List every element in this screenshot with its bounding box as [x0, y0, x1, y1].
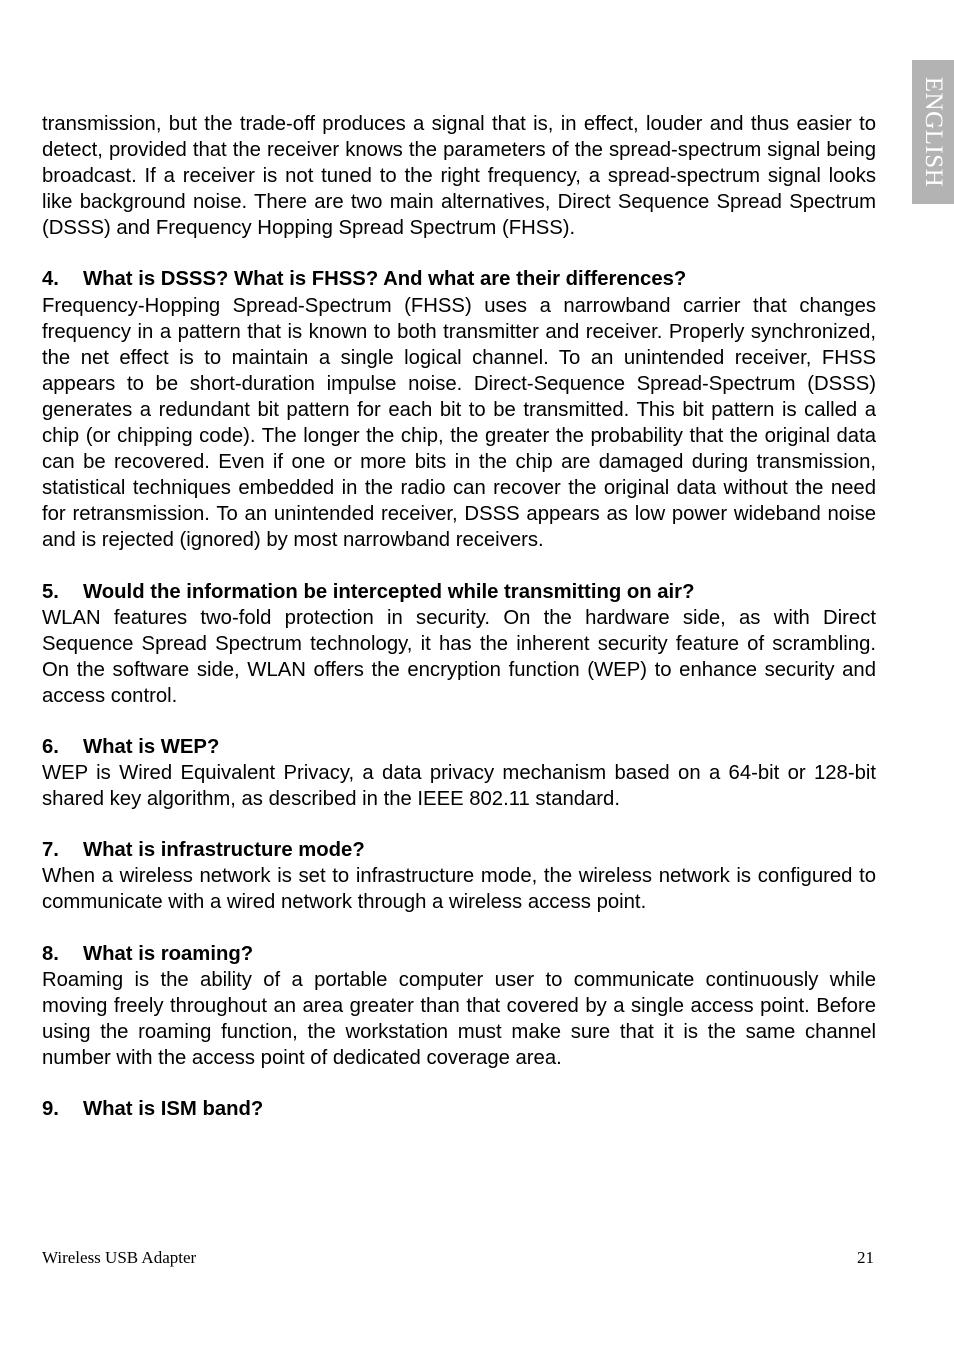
faq-question-text: What is ISM band?	[83, 1098, 264, 1120]
faq-question-text: What is WEP?	[83, 735, 220, 758]
faq-answer: Frequency-Hopping Spread-Spectrum (FHSS) uses a narrowband carrier that changes frequency in a pattern that is known to both transmitter and receiver. Properly synchronized, the net effect is to maintain a single logical channel. To an unintended receiver, FHSS appears to be short-duration impulse noise. Direct-Sequence Spread-Spectrum (DSSS) generates a redundant bit pattern for each bit to be transmitted. This bit pattern is called a chip (or chipping code). The longer the chip, the greater the probability that the original data can be recovered. Even if one or more bits in the chip are damaged during transmission, statistical techniques embedded in the radio can recover the original data without the need for retransmission. To an unintended receiver, DSSS appears as low power wideband noise and is rejected (ignored) by most narrowband receivers.	[42, 294, 876, 552]
language-tab-label: ENGLISH	[920, 76, 947, 188]
faq-question	[42, 734, 876, 760]
faq-number: 4.	[42, 268, 59, 291]
faq-answer: Roaming is the ability of a portable computer user to communicate continuously while moving freely throughout an area greater than that covered by a single access point. Before using the roaming function, the workstation must make sure that it is the same channel number with the access point of dedicated coverage area.	[42, 968, 876, 1069]
faq-number: 5.	[42, 580, 59, 603]
faq-question	[42, 266, 876, 292]
footer-title: Wireless USB Adapter	[42, 1248, 197, 1267]
faq-question-text: What is infrastructure mode?	[83, 839, 365, 862]
faq-section-9	[42, 1096, 876, 1122]
faq-section-4	[42, 266, 876, 553]
faq-number: 7.	[42, 839, 59, 862]
page-number: 21	[857, 1248, 874, 1267]
faq-answer: WLAN features two-fold protection in security. On the hardware side, as with Direct Sequence Spread Spectrum technology, it has the inherent security feature of scrambling. On the software side, WLAN offers the encryption function (WEP) to enhance security and access control.	[42, 606, 876, 707]
faq-section-8	[42, 941, 876, 1071]
faq-answer: When a wireless network is set to infrastructure mode, the wireless network is configured to communicate with a wired network through a wireless access point.	[42, 865, 876, 914]
language-side-tab	[912, 60, 954, 204]
faq-number: 8.	[42, 942, 59, 965]
faq-question	[42, 837, 876, 863]
faq-section-5	[42, 579, 876, 709]
faq-question-text: What is DSSS? What is FHSS? And what are their differences?	[83, 268, 687, 291]
intro-paragraph: transmission, but the trade-off produces a signal that is, in effect, louder and thus easier to detect, provided that the receiver knows the parameters of the spread-spectrum signal being broadcast. If a receiver is not tuned to the right frequency, a spread-spectrum signal looks like background noise. There are two main alternatives, Direct Sequence Spread Spectrum (DSSS) and Frequency Hopping Spread Spectrum (FHSS).	[42, 113, 876, 240]
faq-section-6	[42, 734, 876, 812]
faq-section-7	[42, 837, 876, 915]
faq-question	[42, 941, 876, 967]
faq-question-text: What is roaming?	[83, 942, 254, 965]
faq-question	[42, 579, 876, 605]
page-content	[42, 111, 876, 1122]
faq-question-text: Would the information be intercepted while transmitting on air?	[83, 580, 695, 603]
faq-answer: WEP is Wired Equivalent Privacy, a data privacy mechanism based on a 64-bit or 128-bit shared key algorithm, as described in the IEEE 802.11 standard.	[42, 762, 876, 811]
faq-question	[42, 1096, 876, 1122]
faq-number: 6.	[42, 735, 59, 758]
faq-number: 9.	[42, 1098, 59, 1120]
